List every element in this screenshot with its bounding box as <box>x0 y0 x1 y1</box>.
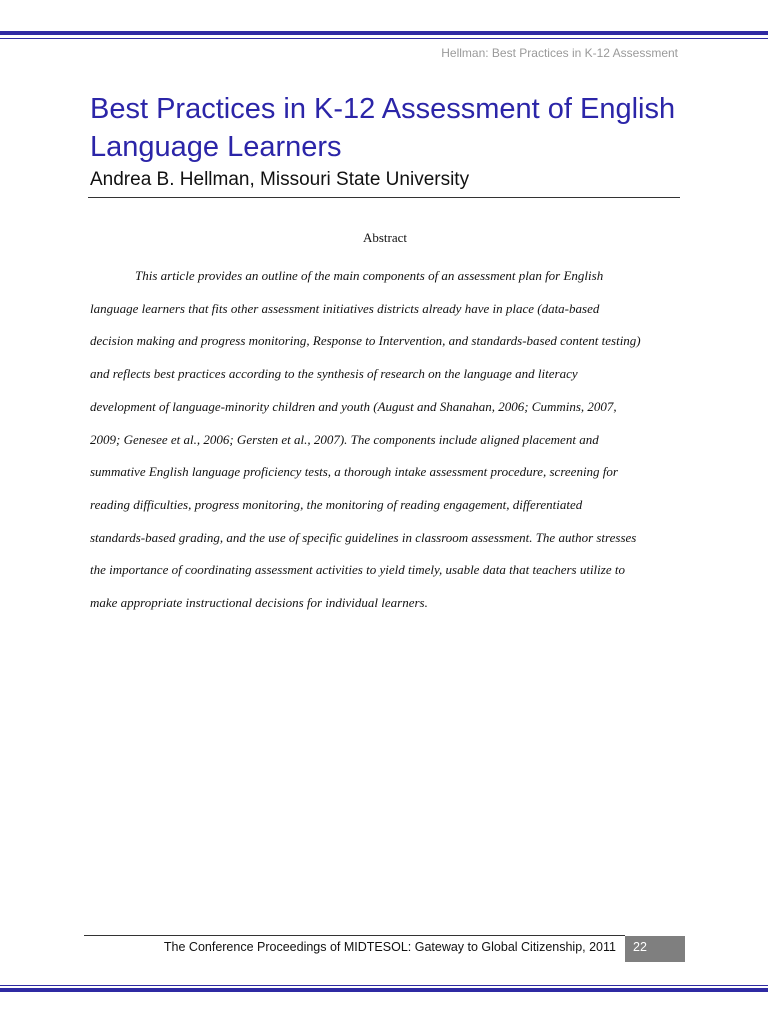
abstract-line: This article provides an outline of the main components of an assessment plan for English <box>135 268 604 283</box>
page-number: 22 <box>633 940 647 954</box>
abstract-line: 2009; Genesee et al., 2006; Gersten et al., 2007). The components include aligned placement and <box>90 431 599 447</box>
abstract-line: standards-based grading, and the use of specific guidelines in classroom assessment. The author stresses <box>90 529 637 545</box>
abstract-line: summative English language proficiency tests, a thorough intake assessment procedure, screening for <box>90 464 618 480</box>
abstract-heading: Abstract <box>362 230 408 245</box>
title-divider <box>88 197 680 198</box>
abstract-line: reading difficulties, progress monitoring, the monitoring of reading engagement, differentiated <box>90 496 583 512</box>
footer-conference: The Conference Proceedings of MIDTESOL: Gateway to Global Citizenship, 2011 <box>163 940 616 954</box>
abstract-line: development of language-minority children and youth (August and Shanahan, 2006; Cummins, 2007, <box>90 398 617 414</box>
bottom-rule-thin <box>0 985 768 986</box>
abstract-line: the importance of coordinating assessment activities to yield timely, usable data that teachers utilize to <box>90 562 625 578</box>
running-head: Hellman: Best Practices in K-12 Assessment <box>441 46 678 60</box>
top-rule-thin <box>0 38 768 39</box>
abstract-line: make appropriate instructional decisions for individual learners. <box>90 595 428 611</box>
article-title: Best Practices in K-12 Assessment of English Language Learners <box>90 93 676 163</box>
top-rule-thick <box>0 31 768 35</box>
abstract-line: and reflects best practices according to the synthesis of research on the language and literacy <box>90 366 578 382</box>
page-number-box <box>625 936 685 962</box>
author-line: Andrea B. Hellman, Missouri State University <box>90 169 470 190</box>
abstract-line: decision making and progress monitoring, Response to Intervention, and standards-based content testing) <box>90 333 641 349</box>
footer-divider <box>84 935 625 936</box>
abstract-body <box>90 260 680 620</box>
bottom-rule-thick <box>0 988 768 992</box>
abstract-line: language learners that fits other assessment initiatives districts already have in place (data-based <box>90 300 600 316</box>
